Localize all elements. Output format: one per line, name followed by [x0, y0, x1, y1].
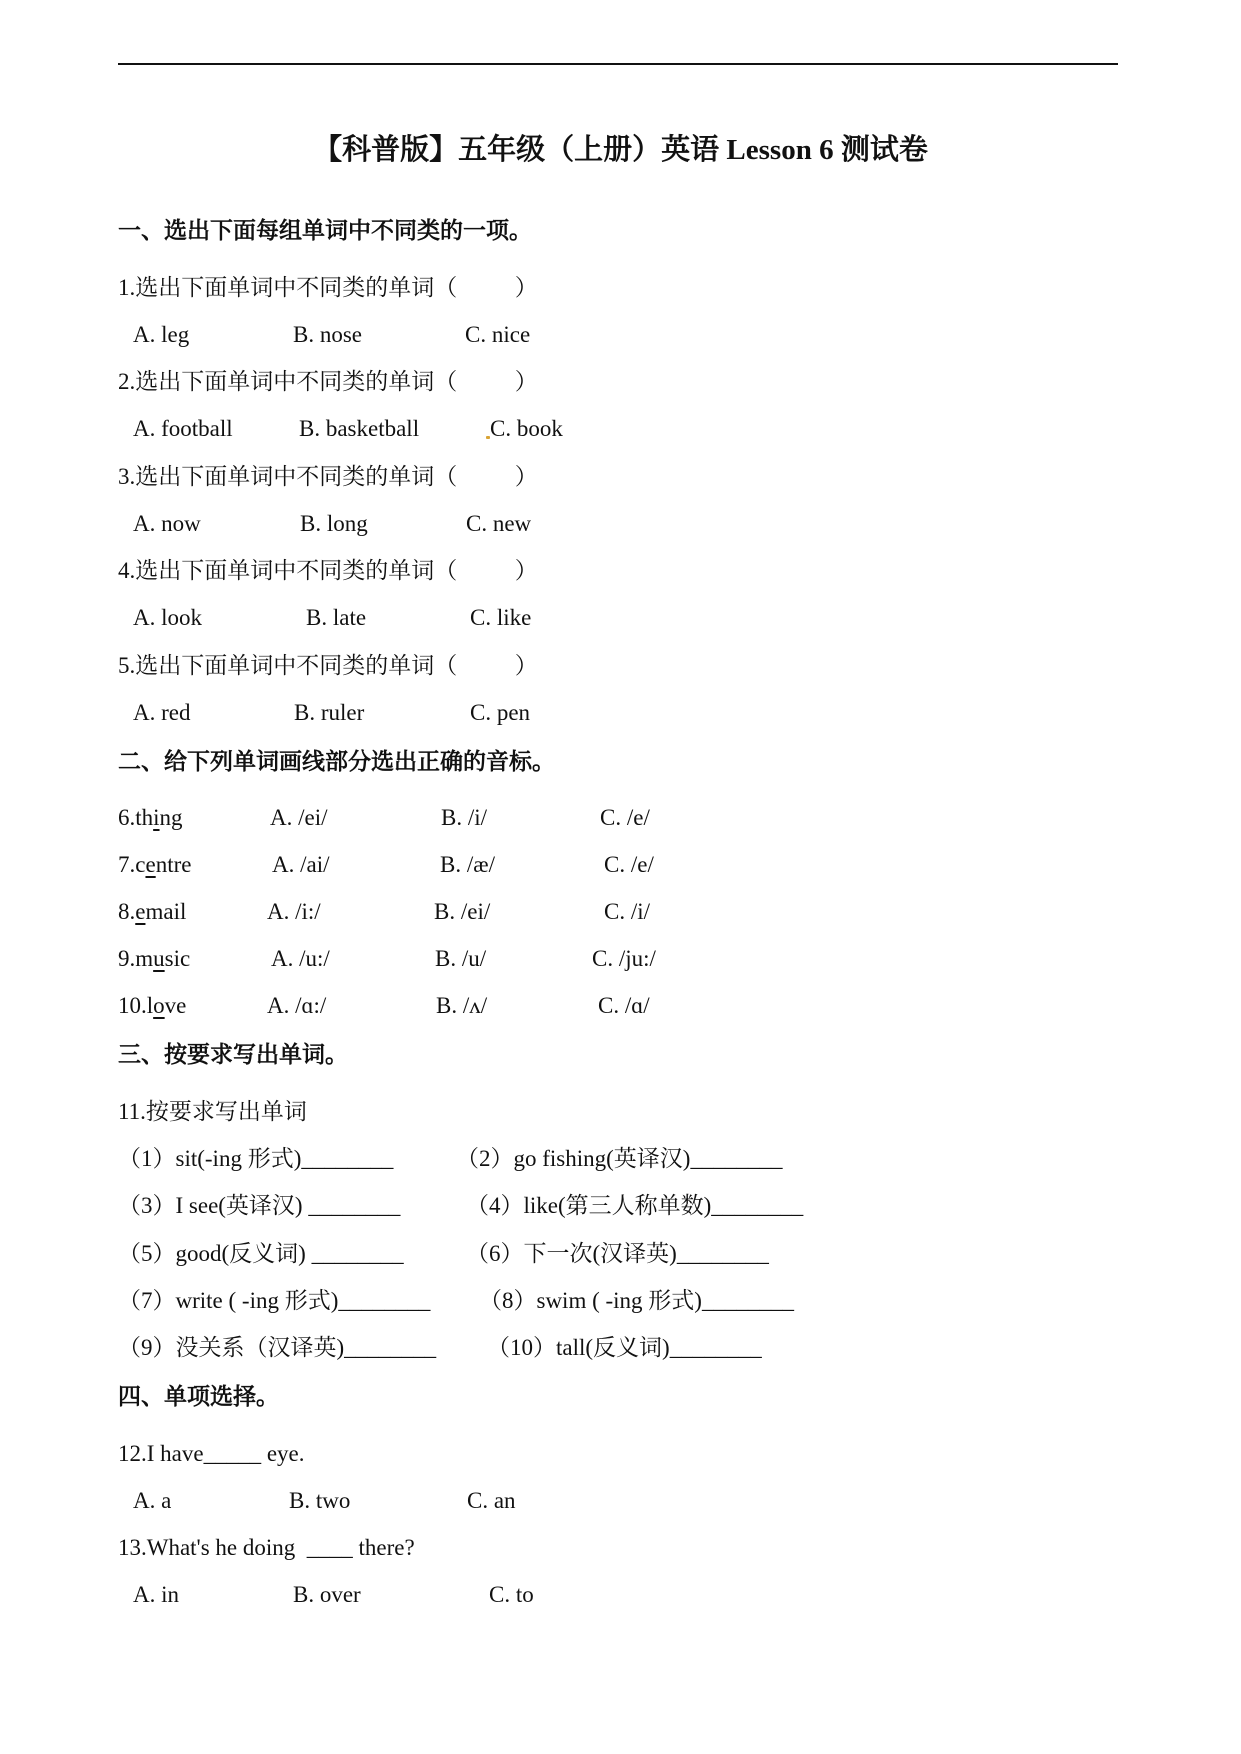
header-rule: [118, 63, 1118, 65]
question-10-word-start: 10.l: [118, 993, 154, 1018]
question-11-item-9: （9）没关系（汉译英)________: [118, 1335, 437, 1360]
question-11-item-2: （2）go fishing(英译汉)________: [456, 1146, 783, 1171]
question-7-option-b: B. /æ/: [440, 852, 495, 877]
question-8-option-c: C. /i/: [604, 899, 651, 924]
question-1-option-b: B. nose: [293, 322, 362, 347]
question-11-item-7: （7）write ( -ing 形式)________: [118, 1288, 431, 1313]
question-11-item-5: （5）good(反义词) ________: [118, 1241, 404, 1266]
question-12-option-c: C. an: [467, 1488, 516, 1513]
section-1-heading: 一、选出下面每组单词中不同类的一项。: [118, 218, 532, 243]
page-title: 【科普版】五年级（上册）英语 Lesson 6 测试卷: [313, 134, 928, 166]
question-1-stem: 1.选出下面单词中不同类的单词（ ）: [118, 275, 538, 300]
question-6-option-c: C. /e/: [600, 805, 650, 830]
question-10-option-a: A. /ɑ:/: [267, 993, 327, 1018]
question-10-underlined-letter: o: [153, 993, 165, 1018]
question-2-stem: 2.选出下面单词中不同类的单词（ ）: [118, 369, 538, 394]
question-8-underlined-letter: e: [135, 899, 146, 924]
question-11-item-3: （3）I see(英译汉) ________: [118, 1193, 401, 1218]
question-5-option-c: C. pen: [470, 700, 531, 725]
question-13-option-a: A. in: [133, 1582, 179, 1607]
question-6-underlined-letter: i: [153, 805, 160, 830]
question-7-underlined-letter: e: [145, 852, 156, 877]
question-10-word-end: ve: [164, 993, 187, 1018]
question-10-word: [118, 990, 186, 1022]
section-2-heading: 二、给下列单词画线部分选出正确的音标。: [118, 749, 555, 774]
question-6-option-a: A. /ei/: [270, 805, 328, 830]
question-3-option-a: A. now: [133, 511, 201, 536]
question-8-option-b: B. /ei/: [434, 899, 491, 924]
question-4-option-c: C. like: [470, 605, 532, 630]
question-12-option-b: B. two: [289, 1488, 351, 1513]
question-8-word-start: 8.: [118, 899, 136, 924]
question-1-option-a: A. leg: [133, 322, 190, 347]
question-9-underlined-letter: u: [153, 946, 165, 971]
question-13-option-b: B. over: [293, 1582, 361, 1607]
question-11-item-8: （8）swim ( -ing 形式)________: [479, 1288, 794, 1313]
question-8-word: [118, 896, 186, 928]
question-5-stem: 5.选出下面单词中不同类的单词（ ）: [118, 653, 538, 678]
question-5-option-b: B. ruler: [294, 700, 365, 725]
question-6-word-end: ng: [159, 805, 183, 830]
question-9-word-end: sic: [164, 946, 191, 971]
question-11-item-10: （10）tall(反义词)________: [487, 1335, 762, 1360]
question-1-option-c: C. nice: [465, 322, 531, 347]
section-3-heading: 三、按要求写出单词。: [118, 1042, 348, 1067]
question-2-option-c: C. book: [490, 416, 563, 441]
question-6-word-start: 6.th: [118, 805, 154, 830]
question-7-word: [118, 849, 191, 881]
question-4-option-a: A. look: [133, 605, 202, 630]
question-9-option-b: B. /u/: [435, 946, 487, 971]
question-10-option-c: C. /ɑ/: [598, 993, 650, 1018]
question-6-word: [118, 802, 183, 834]
question-12-stem: 12.I have_____ eye.: [118, 1441, 305, 1466]
question-3-option-b: B. long: [300, 511, 368, 536]
question-11-stem: 11.按要求写出单词: [118, 1099, 307, 1124]
question-7-option-c: C. /e/: [604, 852, 654, 877]
question-13-option-c: C. to: [489, 1582, 534, 1607]
question-11-item-6: （6）下一次(汉译英)________: [466, 1241, 769, 1266]
question-2-option-a: A. football: [133, 416, 233, 441]
question-7-option-a: A. /ai/: [272, 852, 330, 877]
question-2-option-b: B. basketball: [299, 416, 420, 441]
question-11-item-1: （1）sit(-ing 形式)________: [118, 1146, 394, 1171]
question-6-option-b: B. /i/: [441, 805, 488, 830]
question-9-word-start: 9.m: [118, 946, 154, 971]
question-13-stem: 13.What's he doing ____ there?: [118, 1535, 415, 1560]
question-7-word-start: 7.c: [118, 852, 146, 877]
question-4-option-b: B. late: [306, 605, 367, 630]
question-9-word: [118, 943, 190, 975]
question-8-option-a: A. /i:/: [267, 899, 321, 924]
question-4-stem: 4.选出下面单词中不同类的单词（ ）: [118, 558, 538, 583]
question-9-option-a: A. /u:/: [271, 946, 330, 971]
question-10-option-b: B. /ʌ/: [436, 993, 488, 1018]
question-9-option-c: C. /ju:/: [592, 946, 656, 971]
question-3-stem: 3.选出下面单词中不同类的单词（ ）: [118, 464, 538, 489]
question-8-word-end: mail: [145, 899, 187, 924]
question-12-option-a: A. a: [133, 1488, 172, 1513]
question-5-option-a: A. red: [133, 700, 191, 725]
question-3-option-c: C. new: [466, 511, 532, 536]
question-7-word-end: ntre: [155, 852, 192, 877]
question-11-item-4: （4）like(第三人称单数)________: [466, 1193, 804, 1218]
section-4-heading: 四、单项选择。: [118, 1384, 279, 1409]
